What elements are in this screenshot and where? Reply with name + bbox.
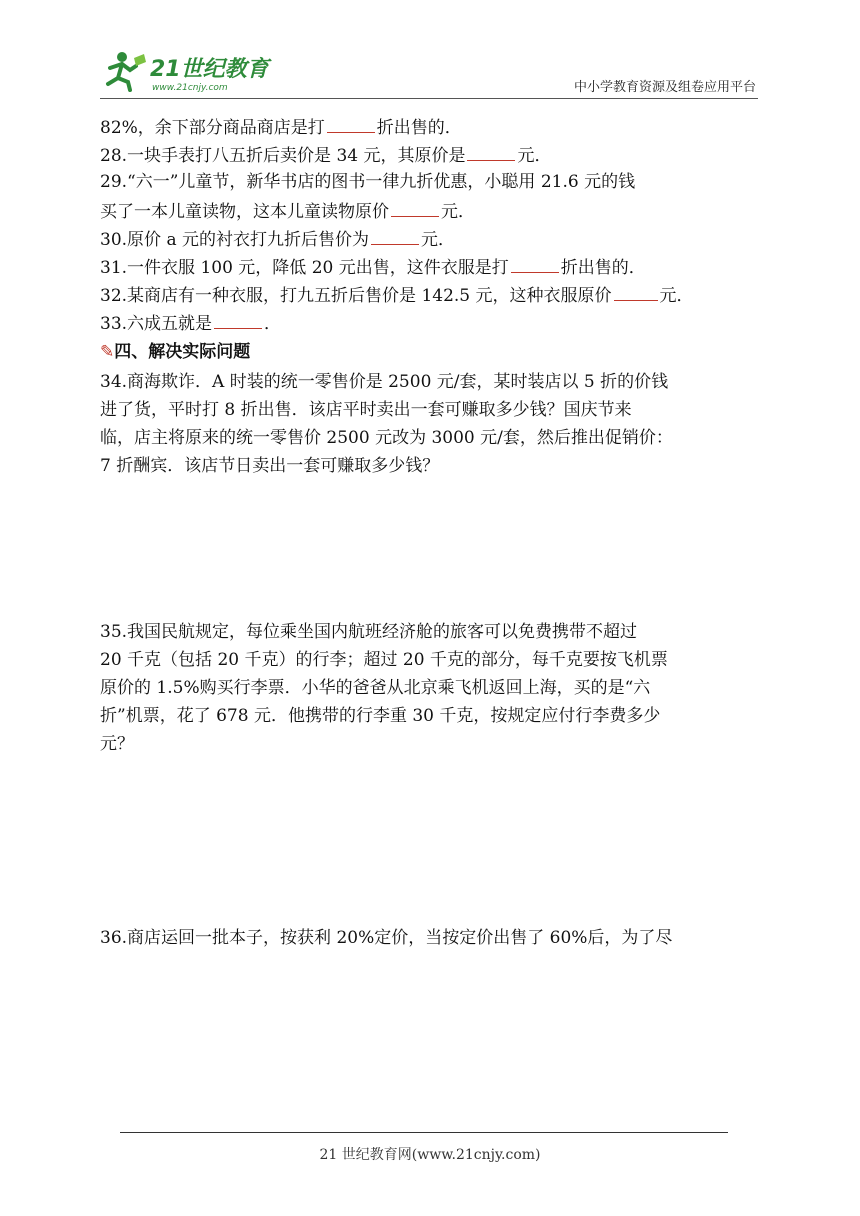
- text-segment: 折出售的．: [376, 118, 462, 138]
- svg-text:21世纪教育: 21世纪教育: [150, 57, 269, 82]
- problem-line: 临，店主将原来的统一零售价 2500 元改为 3000 元/套，然后推出促销价：: [100, 428, 673, 448]
- text-segment: 33.六成五就是: [100, 314, 213, 334]
- question-31: [100, 252, 765, 280]
- question-30: [100, 224, 765, 252]
- text-segment: 元．: [659, 286, 694, 306]
- problem-line: 20 千克（包括 20 千克）的行李；超过 20 千克的部分，每千克要按飞机票: [100, 650, 668, 670]
- site-logo: [100, 48, 290, 94]
- question-29-line-1: 29.“六一”儿童节，新华书店的图书一律九折优惠，小聪用 21.6 元的钱: [100, 172, 636, 192]
- text-segment: 折出售的．: [560, 258, 646, 278]
- question-33: [100, 308, 765, 336]
- text-segment: 31.一件衣服 100 元，降低 20 元出售，这件衣服是打: [100, 258, 509, 278]
- page-footer: 21 世纪教育网(www.21cnjy.com): [319, 1147, 541, 1163]
- pencil-icon: ✎: [100, 342, 115, 362]
- answer-blank[interactable]: [391, 196, 439, 217]
- text-segment: 30.原价 a 元的衬衣打九折后售价为: [100, 230, 369, 250]
- problem-line: 进了货，平时打 8 折出售．该店平时卖出一套可赚取多少钱？国庆节来: [100, 400, 632, 420]
- answer-blank[interactable]: [371, 224, 419, 245]
- problem-34: [100, 368, 765, 480]
- section-title: 四、解决实际问题: [114, 342, 251, 362]
- problem-36: [100, 924, 765, 952]
- answer-space[interactable]: [100, 480, 765, 618]
- question-28: [100, 140, 765, 168]
- text-segment: 元．: [441, 202, 475, 222]
- footer-divider: [120, 1132, 728, 1133]
- problem-line: 元？: [100, 734, 134, 754]
- problem-line: 7 折酬宾．该店节日卖出一套可赚取多少钱？: [100, 456, 440, 476]
- answer-blank[interactable]: [614, 280, 658, 301]
- header-divider: [100, 98, 758, 99]
- text-segment: 32.某商店有一种衣服，打九五折后售价是 142.5 元，这种衣服原价: [100, 286, 612, 306]
- answer-space[interactable]: [100, 758, 765, 924]
- problem-line: 34.商海欺诈．A 时装的统一零售价是 2500 元/套，某时装店以 5 折的价钱: [100, 372, 669, 392]
- answer-blank[interactable]: [467, 140, 515, 161]
- q27-continuation: [100, 112, 765, 140]
- text-segment: 82%，余下部分商品商店是打: [100, 118, 325, 138]
- text-segment: ．: [264, 314, 282, 334]
- problem-line: 35.我国民航规定，每位乘坐国内航班经济舱的旅客可以免费携带不超过: [100, 622, 638, 642]
- problem-line: 折”机票，花了 678 元．他携带的行李重 30 千克，按规定应付行李费多少: [100, 706, 661, 726]
- question-29-line-2: [100, 196, 765, 224]
- question-32: [100, 280, 765, 308]
- text-segment: 28.一块手表打八五折后卖价是 34 元，其原价是: [100, 146, 466, 166]
- text-segment: 元．: [517, 146, 552, 166]
- platform-tagline: 中小学教育资源及组卷应用平台: [573, 80, 756, 95]
- section-heading: [100, 338, 765, 368]
- text-segment: 元．: [420, 230, 455, 250]
- problem-35: [100, 618, 765, 758]
- answer-blank[interactable]: [327, 112, 375, 133]
- text-segment: 买了一本儿童读物，这本儿童读物原价: [100, 202, 389, 222]
- document-body: [100, 112, 765, 952]
- svg-text:www.21cnjy.com: www.21cnjy.com: [152, 83, 228, 93]
- problem-line: 36.商店运回一批本子，按获利 20%定价，当按定价出售了 60%后，为了尽: [100, 928, 673, 948]
- answer-blank[interactable]: [214, 308, 262, 329]
- problem-line: 原价的 1.5%购买行李票．小华的爸爸从北京乘飞机返回上海，买的是“六: [100, 678, 651, 698]
- answer-blank[interactable]: [511, 252, 559, 273]
- page-header: [100, 44, 760, 100]
